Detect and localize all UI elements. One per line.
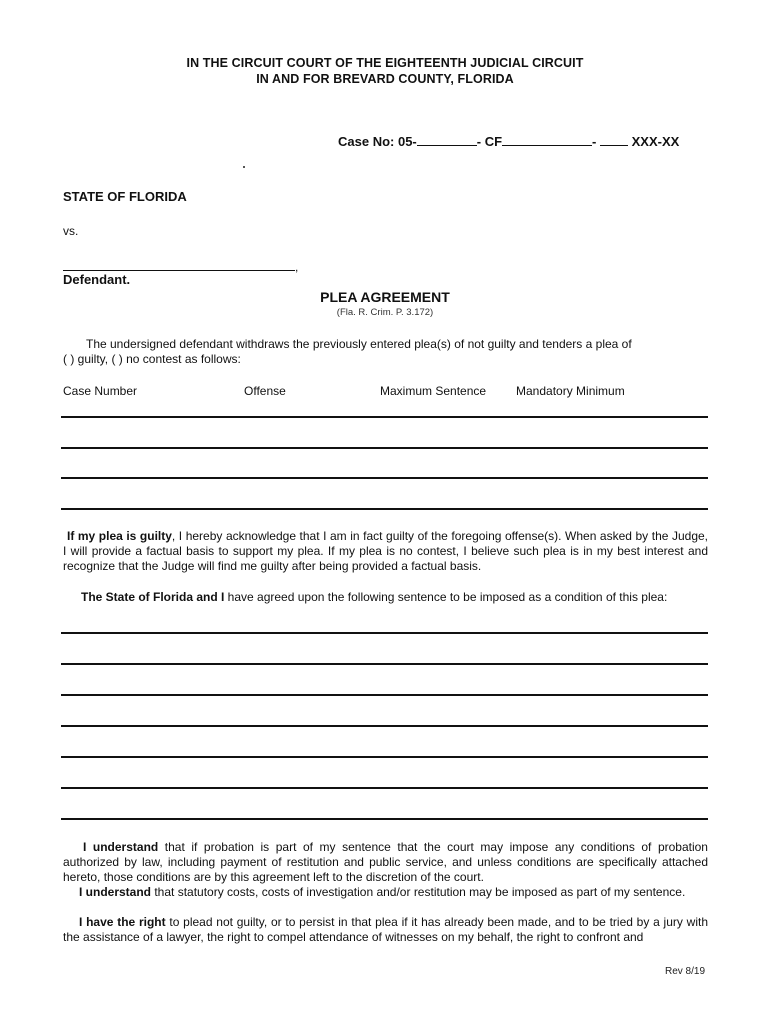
probation-understanding-paragraph xyxy=(63,840,708,885)
case-division-blank[interactable] xyxy=(600,133,628,146)
column-header-offense: Offense xyxy=(244,384,286,398)
defendant-name-blank[interactable] xyxy=(63,258,295,271)
sentence-entry-line[interactable] xyxy=(61,663,708,665)
understand-text-1: that if probation is part of my sentence that the court may impose any conditions of probation authorized by law, including payment of restitution and public service, and unless conditions are specifically attached hereto, those conditions are by this agreement left to the discretion of the court. xyxy=(63,840,708,884)
court-header-line1: IN THE CIRCUIT COURT OF THE EIGHTEENTH JUDICIAL CIRCUIT xyxy=(186,56,584,70)
rights-lead: I have the right xyxy=(79,915,166,929)
case-no-cf: - CF xyxy=(476,134,503,149)
court-header-line2: IN AND FOR BREVARD COUNTY, FLORIDA xyxy=(256,72,514,86)
offense-entry-line[interactable] xyxy=(61,477,708,479)
case-year-blank[interactable] xyxy=(417,133,477,146)
revision-label: Rev 8/19 xyxy=(665,966,706,977)
column-header-case-number: Case Number xyxy=(63,384,138,398)
offense-entry-line[interactable] xyxy=(61,416,708,418)
stray-dot xyxy=(243,166,245,168)
column-header-mandatory-minimum: Mandatory Minimum xyxy=(516,384,625,398)
defendant-comma: , xyxy=(295,260,299,274)
intro-line2: ( ) guilty, ( ) no contest as follows: xyxy=(63,352,241,366)
case-no-label: Case No: 05- xyxy=(338,134,417,149)
understand-lead-1: I understand xyxy=(83,840,159,854)
sentence-entry-line[interactable] xyxy=(61,818,708,820)
sentence-entry-line[interactable] xyxy=(61,694,708,696)
defendant-label: Defendant. xyxy=(63,272,131,287)
sentence-entry-line[interactable] xyxy=(61,632,708,634)
rights-text: to plead not guilty, or to persist in that plea if it has already been made, and to be tried by a jury with the assistance of a lawyer, the right to compel attendance of witnesses on my behalf, the right to confront and xyxy=(63,915,708,944)
versus-label: vs. xyxy=(63,224,79,238)
guilty-plea-paragraph xyxy=(63,529,708,574)
case-no-dash: - xyxy=(592,134,597,149)
case-no-suffix: XXX-XX xyxy=(631,134,680,149)
agreed-sentence-lead: The State of Florida and I xyxy=(81,590,225,604)
offense-entry-line[interactable] xyxy=(61,447,708,449)
rights-paragraph xyxy=(63,915,708,945)
state-of-florida: STATE OF FLORIDA xyxy=(63,189,187,204)
guilty-plea-text: , I hereby acknowledge that I am in fact guilty of the foregoing offense(s). When asked by the Judge, I will provide a factual basis to support my plea. If my plea is no contest, I believe such plea is in my best interest and recognize that the Judge will find me guilty after being provided a factual basis. xyxy=(63,529,709,573)
plea-agreement-title: PLEA AGREEMENT xyxy=(320,289,450,305)
offense-entry-line[interactable] xyxy=(61,508,708,510)
agreed-sentence-paragraph xyxy=(81,590,667,604)
agreed-sentence-text: have agreed upon the following sentence to be imposed as a condition of this plea: xyxy=(224,590,668,604)
understand-text-2: that statutory costs, costs of investigation and/or restitution may be imposed as part of my sentence. xyxy=(151,885,686,899)
sentence-entry-line[interactable] xyxy=(61,756,708,758)
column-header-maximum-sentence: Maximum Sentence xyxy=(380,384,487,398)
sentence-entry-line[interactable] xyxy=(61,787,708,789)
rule-citation: (Fla. R. Crim. P. 3.172) xyxy=(336,307,434,318)
case-number-blank[interactable] xyxy=(502,133,592,146)
guilty-plea-lead: If my plea is guilty xyxy=(67,529,172,543)
costs-understanding-paragraph xyxy=(63,885,708,900)
case-number-line xyxy=(338,133,679,149)
sentence-entry-line[interactable] xyxy=(61,725,708,727)
understand-lead-2: I understand xyxy=(79,885,152,899)
intro-line1: The undersigned defendant withdraws the previously entered plea(s) of not guilty and tenders a plea of xyxy=(86,337,632,351)
